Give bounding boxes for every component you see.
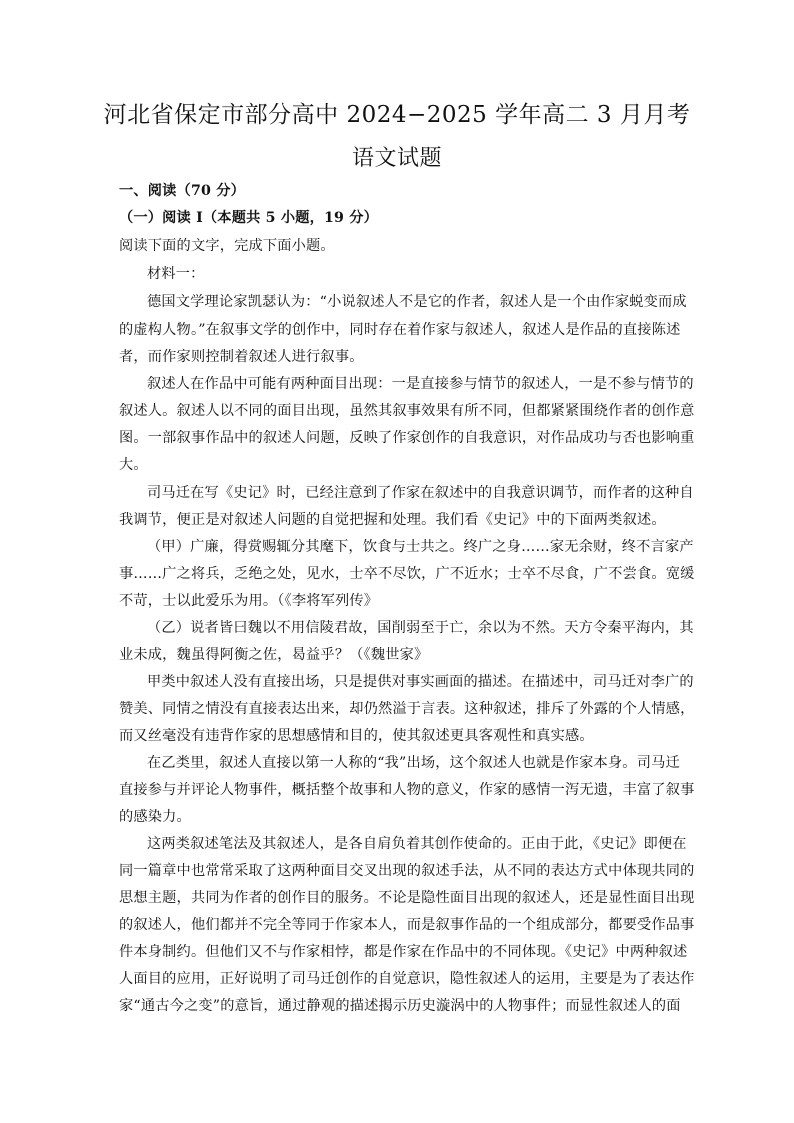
text-line: 家“通古今之变”的意旨，通过静观的描述揭示历史漩涡中的人物事件；而显性叙述人的面 — [119, 998, 681, 1014]
text-line: 不苛，士以此爱乐为用。（《李将军列传》 — [119, 593, 379, 609]
text-line: 甲类中叙述人没有直接出场，只是提供对事实画面的描述。在描述中，司马迁对李广的 — [147, 674, 694, 690]
text-line: （甲）广廉，得赏赐辄分其麾下，饮食与士共之。终广之身……家无余财，终不言家产 — [147, 539, 694, 555]
text-line: 图。一部叙事作品中的叙述人问题，反映了作家创作的自我意识，对作品成功与否也影响重 — [119, 430, 695, 446]
page-subtitle: 语文试题 — [351, 146, 442, 171]
instruction-text: 阅读下面的文字，完成下面小题。 — [119, 238, 335, 254]
text-line: 我调节，便正是对叙述人问题的自觉把握和处理。我们看《史记》中的下面两类叙述。 — [119, 512, 666, 528]
text-line: 而又丝毫没有违背作家的思想感情和目的，使其叙述更具客观性和真实感。 — [119, 728, 594, 744]
section-heading: 一、阅读（70 分） — [119, 183, 245, 199]
text-line: 事……广之将兵，乏绝之处，见水，士卒不尽饮，广不近水；士卒不尽食，广不尝食。宽缓 — [119, 566, 695, 582]
text-line: （乙）说者皆曰魏以不用信陵君故，国削弱至于亡，余以为不然。天方令秦平海内，其 — [147, 620, 694, 636]
text-line: 这两类叙述笔法及其叙述人，是各自肩负着其创作使命的。正由于此，《史记》即便在 — [147, 836, 687, 852]
text-line: 人面目的应用，正好说明了司马迁创作的自觉意识，隐性叙述人的运用，主要是为了表达作 — [119, 971, 695, 987]
text-line: 思想主题，共同为作者的创作目的服务。不论是隐性面目出现的叙述人，还是显性面目出现 — [119, 890, 695, 906]
page-title: 河北省保定市部分高中 2024−2025 学年高二 3 月月考 — [103, 102, 691, 128]
text-line: 叙述人。叙述人以不同的面目出现，虽然其叙事效果有所不同，但都紧紧围绕作者的创作意 — [119, 403, 695, 419]
text-line: 业未成，魏虽得阿衡之佐，曷益乎？（《魏世家》 — [119, 647, 429, 663]
text-line: 者，而作家则控制着叙述人进行叙事。 — [119, 349, 364, 365]
text-line: 司马迁在写《史记》时，已经注意到了作家在叙述中的自我意识调节，而作者的这种自 — [147, 485, 694, 501]
text-line: 叙述人在作品中可能有两种面目出现：一是直接参与情节的叙述人，一是不参与情节的 — [147, 376, 694, 392]
text-line: 大。 — [119, 457, 148, 473]
text-line: 直接参与并评论人物事件，概括整个故事和人物的意义，作家的感情一泻无遗，丰富了叙事 — [119, 782, 695, 798]
text-line: 的叙述人，他们都并不完全等同于作家本人，而是叙事作品的一个组成部分，都要受作品事 — [119, 917, 695, 933]
text-line: 件本身制约。但他们又不与作家相悖，都是作家在作品中的不同体现。《史记》中两种叙述 — [119, 944, 688, 960]
text-line: 的感染力。 — [119, 809, 191, 825]
text-line: 赞美、同情之情没有直接表达出来，却仍然溢于言表。这种叙述，排斥了外露的个人情感， — [119, 701, 695, 717]
text-line: 同一篇章中也常常采取了这两种面目交叉出现的叙述手法，从不同的表达方式中体现共同的 — [119, 863, 695, 879]
material-label: 材料一： — [147, 266, 205, 282]
text-line: 的虚构人物。”在叙事文学的创作中，同时存在着作家与叙述人，叙述人是作品的直接陈述 — [119, 322, 681, 338]
text-line: 德国文学理论家凯瑟认为：“小说叙述人不是它的作者，叙述人是一个由作家蜕变而成 — [147, 294, 687, 310]
subsection-heading: （一）阅读 I（本题共 5 小题，19 分） — [119, 210, 379, 226]
text-line: 在乙类里，叙述人直接以第一人称的“我”出场，这个叙述人也就是作家本身。司马迁 — [147, 755, 680, 771]
